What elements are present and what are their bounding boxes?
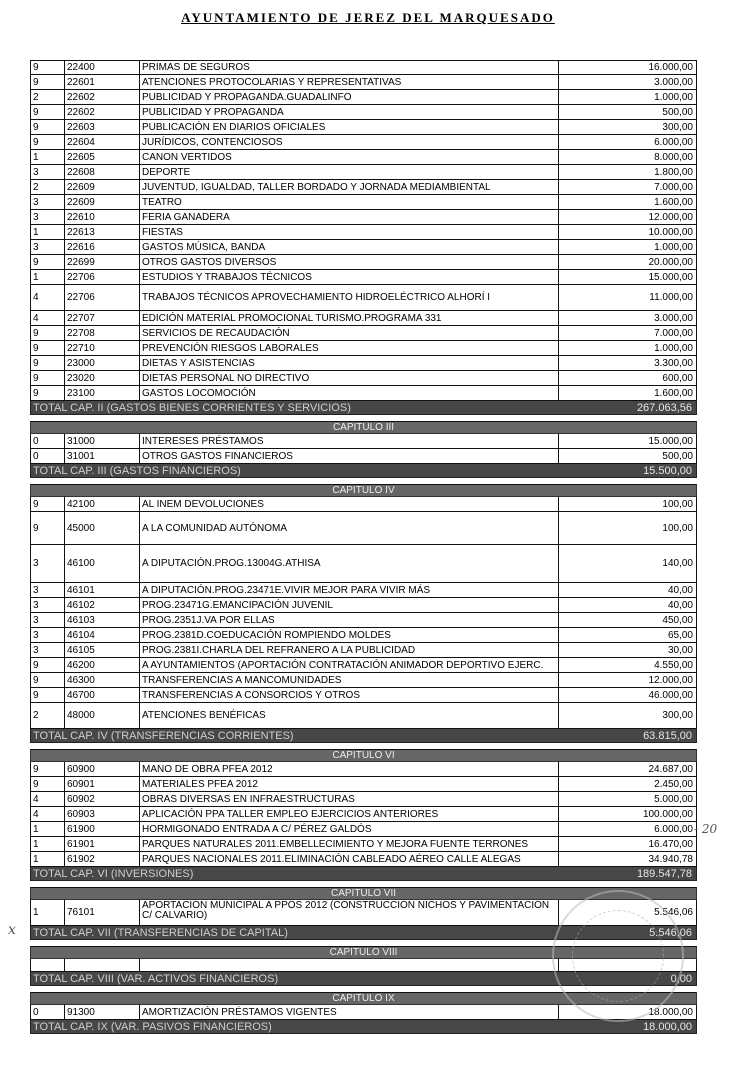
table-row	[30, 628, 697, 643]
program-code-cell: 3	[31, 643, 65, 657]
economic-code-cell: 31001	[65, 449, 140, 463]
table-row	[30, 105, 697, 120]
table-row	[30, 285, 697, 311]
handwritten-note-left: x	[8, 922, 16, 938]
table-row	[30, 512, 697, 545]
concept-cell: EDICIÓN MATERIAL PROMOCIONAL TURISMO.PROGRAMA 331	[140, 311, 559, 325]
chapter-total-label: TOTAL CAP. IX (VAR. PASIVOS FINANCIEROS)	[33, 1020, 272, 1033]
table-row	[30, 434, 697, 449]
program-code-cell	[31, 959, 65, 971]
concept-cell: PROG.23471G.EMANCIPACIÓN JUVENIL	[140, 598, 559, 612]
table-row	[30, 852, 697, 867]
chapter-total-label: TOTAL CAP. VII (TRANSFERENCIAS DE CAPITAL)	[33, 926, 288, 939]
economic-code-cell: 22707	[65, 311, 140, 325]
economic-code-cell: 22610	[65, 210, 140, 224]
amount-cell: 11.000,00	[649, 292, 693, 303]
economic-code-cell: 22602	[65, 105, 140, 119]
chapter-total-label: TOTAL CAP. VIII (VAR. ACTIVOS FINANCIEROS)	[33, 972, 279, 985]
program-code-cell: 4	[31, 311, 65, 325]
concept-cell: HORMIGONADO ENTRADA A C/ PÉREZ GALDÓS	[140, 822, 559, 836]
economic-code-cell: 46102	[65, 598, 140, 612]
table-row	[30, 792, 697, 807]
amount-cell: 1.600,00	[654, 196, 693, 208]
amount-cell: 3.000,00	[654, 312, 693, 324]
program-code-cell: 3	[31, 545, 65, 582]
table-row	[30, 598, 697, 613]
amount-cell: 7.000,00	[654, 181, 693, 193]
program-code-cell: 4	[31, 792, 65, 806]
program-code-cell: 3	[31, 165, 65, 179]
economic-code-cell: 61902	[65, 852, 140, 866]
concept-cell: APORTACIÓN MUNICIPAL A PPOS 2012 (CONSTRUCCIÓN NICHOS Y PAVIMENTACIÓN C/ CALVARIO)	[140, 900, 559, 925]
economic-code-cell: 46104	[65, 628, 140, 642]
table-row	[30, 135, 697, 150]
amount-cell: 18.000,00	[648, 1006, 693, 1018]
amount-cell: 24.687,00	[648, 763, 693, 775]
amount-cell: 500,00	[662, 106, 693, 118]
amount-cell: 3.300,00	[654, 357, 693, 369]
table-row	[30, 545, 697, 583]
program-code-cell: 9	[31, 135, 65, 149]
official-seal	[552, 890, 684, 1022]
handwritten-note-right: - 20	[694, 822, 718, 836]
program-code-cell: 0	[31, 434, 65, 448]
chapter-total-label: TOTAL CAP. II (GASTOS BIENES CORRIENTES Y SERVICIOS)	[33, 401, 351, 414]
concept-cell: CANON VERTIDOS	[140, 150, 559, 164]
program-code-cell: 9	[31, 341, 65, 355]
amount-cell: 12.000,00	[648, 211, 693, 223]
program-code-cell: 2	[31, 703, 65, 728]
concept-cell: PROG.2381D.COEDUCACIÓN ROMPIENDO MOLDES	[140, 628, 559, 642]
amount-cell: 1.800,00	[654, 166, 693, 178]
table-row	[30, 270, 697, 285]
table-row	[30, 326, 697, 341]
program-code-cell: 9	[31, 326, 65, 340]
concept-cell: OTROS GASTOS DIVERSOS	[140, 255, 559, 269]
amount-cell: 1.000,00	[654, 342, 693, 354]
concept-cell: PROG.2351J.VA POR ELLAS	[140, 613, 559, 627]
concept-cell: PREVENCIÓN RIESGOS LABORALES	[140, 341, 559, 355]
program-code-cell: 4	[31, 285, 65, 310]
table-row	[30, 195, 697, 210]
table-row	[30, 225, 697, 240]
table-row	[30, 341, 697, 356]
table-row	[30, 180, 697, 195]
amount-cell: 8.000,00	[654, 151, 693, 163]
concept-cell: A AYUNTAMIENTOS (APORTACIÓN CONTRATACIÓN ANIMADOR DEPORTIVO EJERC.	[140, 658, 559, 672]
concept-cell: A DIPUTACIÓN.PROG.23471E.VIVIR MEJOR PARA VIVIR MÁS	[140, 583, 559, 597]
program-code-cell: 3	[31, 583, 65, 597]
table-row	[30, 165, 697, 180]
economic-code-cell: 42100	[65, 497, 140, 511]
amount-cell: 15.000,00	[648, 435, 693, 447]
program-code-cell: 2	[31, 90, 65, 104]
amount-cell: 2.450,00	[654, 778, 693, 790]
economic-code-cell: 22605	[65, 150, 140, 164]
amount-cell: 600,00	[662, 372, 693, 384]
chapter-total-row	[30, 867, 697, 881]
table-row	[30, 643, 697, 658]
table-row	[30, 386, 697, 401]
concept-cell: TRANSFERENCIAS A MANCOMUNIDADES	[140, 673, 559, 687]
chapter-total-row	[30, 1020, 697, 1034]
concept-cell: GASTOS LOCOMOCIÓN	[140, 386, 559, 400]
amount-cell: 100.000,00	[642, 808, 693, 820]
program-code-cell: 1	[31, 225, 65, 239]
table-row	[30, 807, 697, 822]
table-row	[30, 497, 697, 512]
program-code-cell: 3	[31, 628, 65, 642]
program-code-cell: 9	[31, 497, 65, 511]
program-code-cell: 0	[31, 1005, 65, 1019]
economic-code-cell: 46200	[65, 658, 140, 672]
program-code-cell: 4	[31, 807, 65, 821]
program-code-cell: 9	[31, 255, 65, 269]
concept-cell: AMORTIZACIÓN PRÉSTAMOS VIGENTES	[140, 1005, 559, 1019]
economic-code-cell: 46105	[65, 643, 140, 657]
chapter-total-value: 63.815,00	[643, 729, 692, 742]
economic-code-cell: 22601	[65, 75, 140, 89]
table-row	[30, 777, 697, 792]
table-row	[30, 837, 697, 852]
concept-cell: FERIA GANADERA	[140, 210, 559, 224]
amount-cell: 1.600,00	[654, 387, 693, 399]
economic-code-cell: 22710	[65, 341, 140, 355]
economic-code-cell: 91300	[65, 1005, 140, 1019]
economic-code-cell: 60900	[65, 762, 140, 776]
chapter-header: CAPITULO VIII	[30, 946, 697, 959]
amount-cell: 3.000,00	[654, 76, 693, 88]
program-code-cell: 3	[31, 240, 65, 254]
table-row	[30, 120, 697, 135]
program-code-cell: 9	[31, 658, 65, 672]
amount-cell: 16.470,00	[648, 838, 693, 850]
amount-cell: 140,00	[662, 558, 693, 569]
program-code-cell: 2	[31, 180, 65, 194]
table-row	[30, 255, 697, 270]
concept-cell: PUBLICACIÓN EN DIARIOS OFICIALES	[140, 120, 559, 134]
program-code-cell: 9	[31, 688, 65, 702]
concept-cell: FIESTAS	[140, 225, 559, 239]
economic-code-cell: 61901	[65, 837, 140, 851]
economic-code-cell: 23100	[65, 386, 140, 400]
chapter-total-value: 189.547,78	[636, 867, 692, 880]
table-row	[30, 210, 697, 225]
program-code-cell: 9	[31, 512, 65, 544]
program-code-cell: 9	[31, 120, 65, 134]
amount-cell: 5.000,00	[654, 793, 693, 805]
chapter-total-value: 15.500,00	[643, 464, 692, 477]
program-code-cell: 3	[31, 598, 65, 612]
table-row	[30, 658, 697, 673]
concept-cell: AL INEM DEVOLUCIONES	[140, 497, 559, 511]
chapter-total-label: TOTAL CAP. III (GASTOS FINANCIEROS)	[33, 464, 241, 477]
table-row	[30, 583, 697, 598]
amount-cell: 20.000,00	[648, 256, 693, 268]
economic-code-cell: 31000	[65, 434, 140, 448]
table-row	[30, 822, 697, 837]
concept-cell: JUVENTUD, IGUALDAD, TALLER BORDADO Y JORNADA MEDIAMBIENTAL	[140, 180, 559, 194]
program-code-cell: 9	[31, 673, 65, 687]
program-code-cell: 0	[31, 449, 65, 463]
program-code-cell: 3	[31, 613, 65, 627]
amount-cell: 34.940,78	[648, 853, 693, 865]
economic-code-cell: 45000	[65, 512, 140, 544]
concept-cell: OBRAS DIVERSAS EN INFRAESTRUCTURAS	[140, 792, 559, 806]
concept-cell: ATENCIONES PROTOCOLARIAS Y REPRESENTATIVAS	[140, 75, 559, 89]
table-row	[30, 688, 697, 703]
concept-cell: DIETAS Y ASISTENCIAS	[140, 356, 559, 370]
economic-code-cell: 23000	[65, 356, 140, 370]
concept-cell: A LA COMUNIDAD AUTÓNOMA	[140, 512, 559, 544]
concept-cell: SERVICIOS DE RECAUDACIÓN	[140, 326, 559, 340]
table-row	[30, 311, 697, 326]
amount-cell: 40,00	[667, 584, 693, 596]
program-code-cell: 9	[31, 75, 65, 89]
concept-cell: ESTUDIOS Y TRABAJOS TÉCNICOS	[140, 270, 559, 284]
amount-cell: 65,00	[667, 629, 693, 641]
table-row	[30, 762, 697, 777]
economic-code-cell: 22708	[65, 326, 140, 340]
program-code-cell: 1	[31, 852, 65, 866]
amount-cell: 40,00	[667, 599, 693, 611]
chapter-header: CAPITULO IV	[30, 484, 697, 497]
chapter-header: CAPITULO VII	[30, 887, 697, 900]
amount-cell: 6.000,00	[654, 823, 693, 835]
economic-code-cell: 61900	[65, 822, 140, 836]
economic-code-cell: 46300	[65, 673, 140, 687]
concept-cell	[140, 959, 559, 971]
page-title: AYUNTAMIENTO DE JEREZ DEL MARQUESADO	[181, 10, 555, 25]
program-code-cell: 3	[31, 210, 65, 224]
amount-cell: 6.000,00	[654, 136, 693, 148]
table-row	[30, 240, 697, 255]
amount-cell: 10.000,00	[648, 226, 693, 238]
chapter-total-value: 18.000,00	[643, 1020, 692, 1033]
amount-cell: 300,00	[662, 710, 693, 721]
amount-cell: 16.000,00	[648, 62, 693, 73]
economic-code-cell: 22604	[65, 135, 140, 149]
economic-code-cell: 60902	[65, 792, 140, 806]
amount-cell: 4.550,00	[654, 659, 693, 671]
economic-code-cell: 22609	[65, 195, 140, 209]
table-row	[30, 75, 697, 90]
amount-cell: 1.000,00	[654, 241, 693, 253]
chapter-total-label: TOTAL CAP. VI (INVERSIONES)	[33, 867, 194, 880]
program-code-cell: 9	[31, 762, 65, 776]
program-code-cell: 9	[31, 777, 65, 791]
table-row	[30, 150, 697, 165]
amount-cell: 300,00	[662, 121, 693, 133]
economic-code-cell: 22613	[65, 225, 140, 239]
concept-cell: PROG.2381I.CHARLA DEL REFRANERO A LA PUBLICIDAD	[140, 643, 559, 657]
program-code-cell: 1	[31, 837, 65, 851]
chapter-header: CAPITULO IX	[30, 992, 697, 1005]
concept-cell: APLICACIÓN PPA TALLER EMPLEO EJERCICIOS ANTERIORES	[140, 807, 559, 821]
table-row	[30, 371, 697, 386]
amount-cell: 100,00	[662, 522, 693, 534]
economic-code-cell: 22706	[65, 285, 140, 310]
table-row	[30, 703, 697, 729]
economic-code-cell: 60903	[65, 807, 140, 821]
concept-cell: JURÍDICOS, CONTENCIOSOS	[140, 135, 559, 149]
concept-cell: OTROS GASTOS FINANCIEROS	[140, 449, 559, 463]
program-code-cell: 1	[31, 270, 65, 284]
concept-cell: TRABAJOS TÉCNICOS APROVECHAMIENTO HIDROELÉCTRICO ALHORÍ I	[140, 285, 559, 310]
budget-table	[30, 60, 697, 1034]
table-row	[30, 449, 697, 464]
table-row	[30, 90, 697, 105]
program-code-cell: 9	[31, 61, 65, 74]
amount-cell: 15.000,00	[648, 271, 693, 283]
concept-cell: PRIMAS DE SEGUROS	[140, 61, 559, 74]
concept-cell: MANO DE OBRA PFEA 2012	[140, 762, 559, 776]
chapter-total-row	[30, 401, 697, 415]
amount-cell: 30,00	[667, 644, 693, 656]
program-code-cell: 9	[31, 371, 65, 385]
concept-cell: ATENCIONES BENÉFICAS	[140, 703, 559, 728]
amount-cell: 12.000,00	[648, 674, 693, 686]
amount-cell: 450,00	[662, 614, 693, 626]
chapter-header: CAPITULO VI	[30, 749, 697, 762]
economic-code-cell: 22602	[65, 90, 140, 104]
economic-code-cell: 22608	[65, 165, 140, 179]
economic-code-cell: 60901	[65, 777, 140, 791]
chapter-total-value: 267.063,56	[636, 401, 692, 414]
program-code-cell: 9	[31, 386, 65, 400]
concept-cell: PUBLICIDAD Y PROPAGANDA	[140, 105, 559, 119]
concept-cell: INTERESES PRÉSTAMOS	[140, 434, 559, 448]
concept-cell: DIETAS PERSONAL NO DIRECTIVO	[140, 371, 559, 385]
economic-code-cell: 76101	[65, 900, 140, 925]
program-code-cell: 1	[31, 150, 65, 164]
economic-code-cell: 48000	[65, 703, 140, 728]
economic-code-cell	[65, 959, 140, 971]
concept-cell: PUBLICIDAD Y PROPAGANDA.GUADALINFO	[140, 90, 559, 104]
table-row	[30, 613, 697, 628]
amount-cell: 46.000,00	[648, 689, 693, 701]
economic-code-cell: 22706	[65, 270, 140, 284]
amount-cell: 1.000,00	[654, 91, 693, 103]
program-code-cell: 1	[31, 822, 65, 836]
chapter-total-row	[30, 729, 697, 743]
table-row	[30, 356, 697, 371]
amount-cell: 500,00	[662, 450, 693, 462]
chapter-total-label: TOTAL CAP. IV (TRANSFERENCIAS CORRIENTES)	[33, 729, 294, 742]
table-row	[30, 60, 697, 75]
concept-cell: TEATRO	[140, 195, 559, 209]
concept-cell: GASTOS MÚSICA, BANDA	[140, 240, 559, 254]
concept-cell: PARQUES NATURALES 2011.EMBELLECIMIENTO Y MEJORA FUENTE TERRONES	[140, 837, 559, 851]
concept-cell: A DIPUTACIÓN.PROG.13004G.ATHISA	[140, 545, 559, 582]
economic-code-cell: 46100	[65, 545, 140, 582]
concept-cell: MATERIALES PFEA 2012	[140, 777, 559, 791]
program-code-cell: 9	[31, 105, 65, 119]
program-code-cell: 3	[31, 195, 65, 209]
table-row	[30, 673, 697, 688]
concept-cell: TRANSFERENCIAS A CONSORCIOS Y OTROS	[140, 688, 559, 702]
economic-code-cell: 22699	[65, 255, 140, 269]
economic-code-cell: 46700	[65, 688, 140, 702]
chapter-header: CAPITULO III	[30, 421, 697, 434]
economic-code-cell: 22603	[65, 120, 140, 134]
chapter-total-value: 0,00	[670, 972, 692, 985]
program-code-cell: 9	[31, 356, 65, 370]
economic-code-cell: 46101	[65, 583, 140, 597]
economic-code-cell: 46103	[65, 613, 140, 627]
amount-cell: 7.000,00	[654, 327, 693, 339]
chapter-total-value: 5.546,06	[649, 926, 692, 939]
economic-code-cell: 23020	[65, 371, 140, 385]
economic-code-cell: 22616	[65, 240, 140, 254]
amount-cell: 5.546,06	[654, 907, 693, 918]
program-code-cell: 1	[31, 900, 65, 925]
chapter-total-row	[30, 464, 697, 478]
economic-code-cell: 22400	[65, 61, 140, 74]
amount-cell: 100,00	[662, 498, 693, 510]
economic-code-cell: 22609	[65, 180, 140, 194]
concept-cell: PARQUES NACIONALES 2011.ELIMINACIÓN CABLEADO AÉREO CALLE ALEGAS	[140, 852, 559, 866]
concept-cell: DEPORTE	[140, 165, 559, 179]
